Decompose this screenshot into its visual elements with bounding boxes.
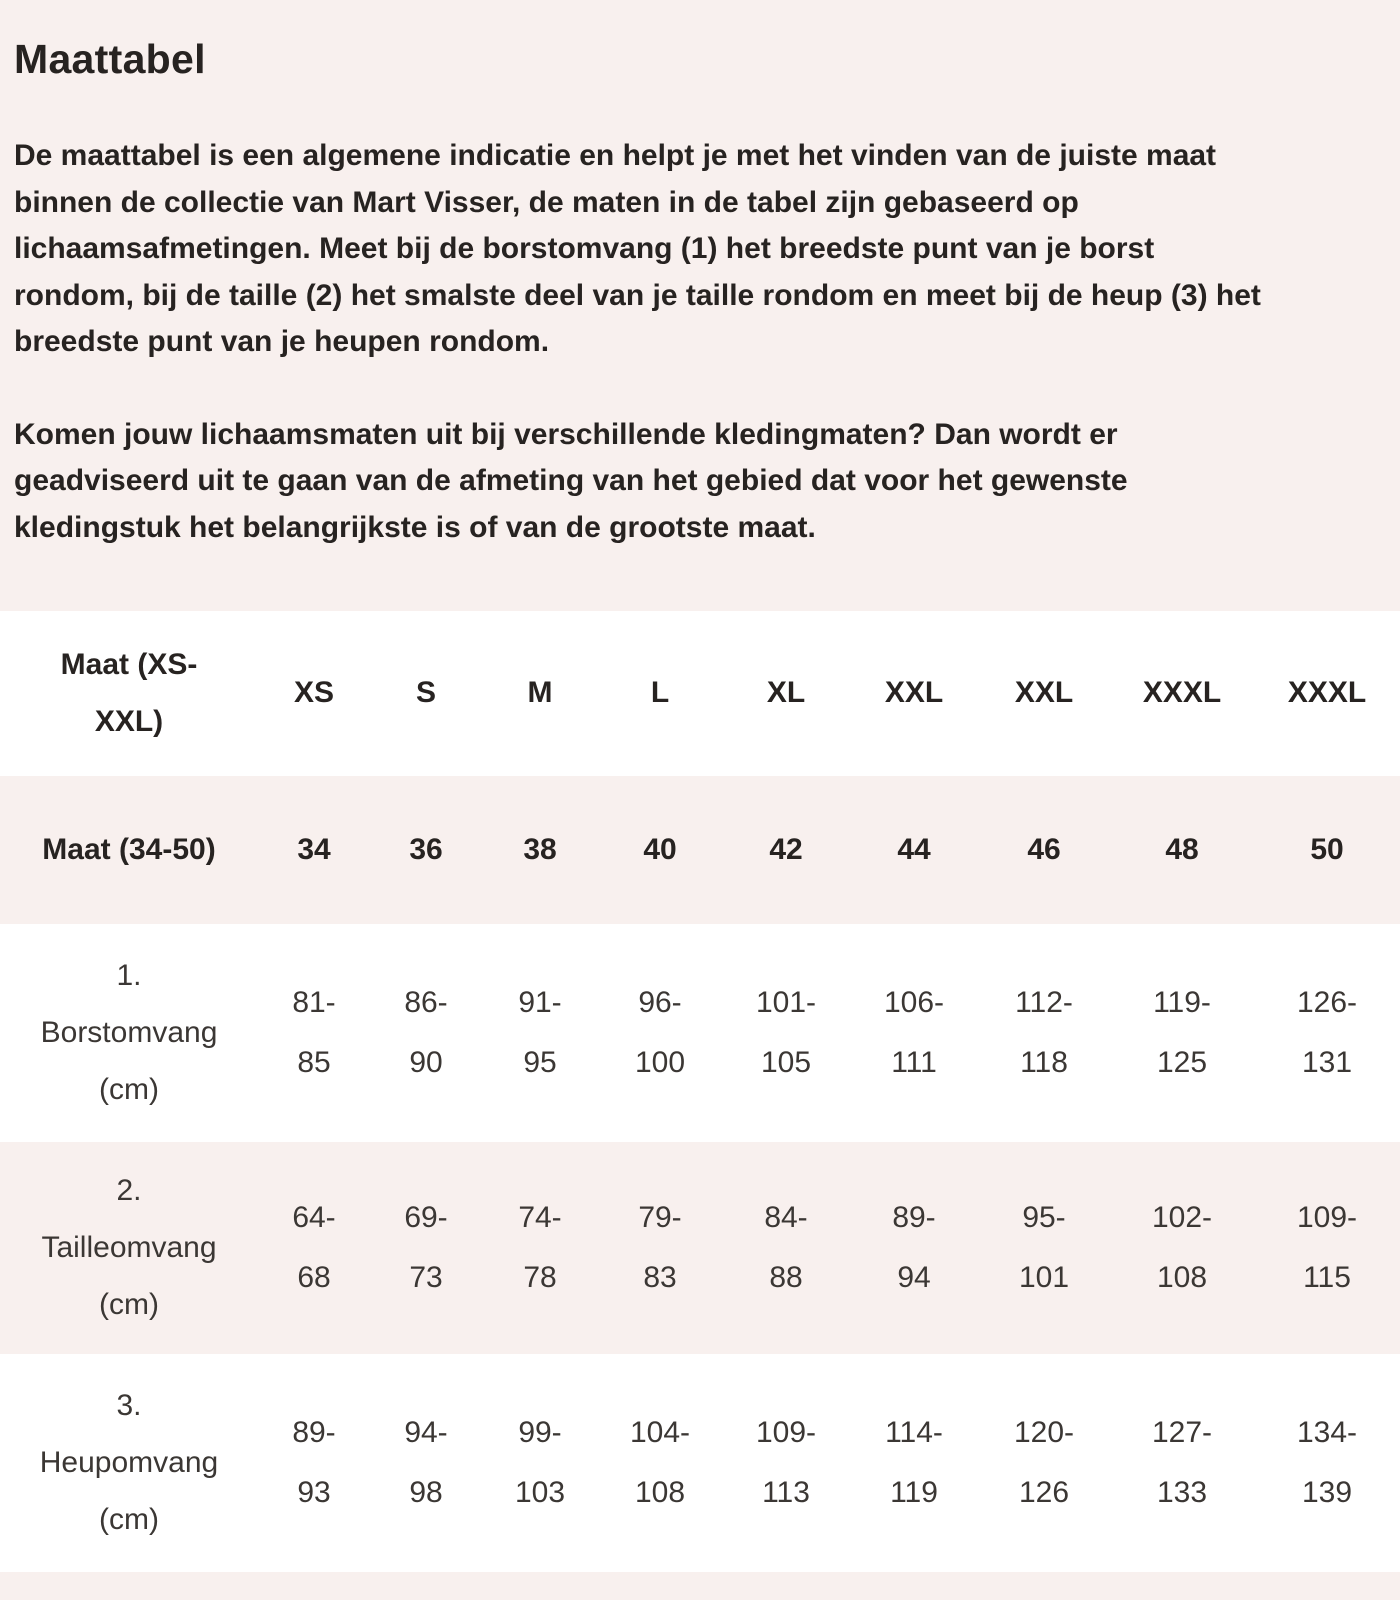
measurement-value: 69-73 [404, 1201, 448, 1294]
hip-row [0, 1354, 1400, 1572]
intro-paragraph-1: De maattabel is een algemene indicatie en helpt je met het vinden van de juiste maat binnen de collectie van Mart Visser, de maten in de tabel zijn gebaseerd op lichaamsafmetingen. Meet bij de borstomvang (1) het breedste punt van je borst rondom, bij de taille (2) het smalste deel van je taille rondom en meet bij de heup (3) het breedste punt van je heupen rondom. [14, 139, 1261, 358]
measurement-value: 114-119 [885, 1416, 943, 1509]
measurement-value: 112-118 [1015, 986, 1073, 1079]
size-value: 48 [1165, 832, 1199, 866]
measurement-value: 89-93 [292, 1416, 336, 1509]
measurement-value: 109-113 [755, 1416, 817, 1509]
size-value: 46 [1027, 832, 1061, 866]
measurement-value: 81-85 [292, 986, 336, 1079]
row-label: 2. Tailleomvang (cm) [41, 1173, 217, 1321]
measurement-value: 99-103 [514, 1416, 566, 1509]
measurement-value: 106-111 [883, 986, 945, 1079]
size-value: 44 [897, 832, 931, 866]
row-label: Maat (XS-XXL) [60, 647, 198, 738]
size-value: S [415, 676, 436, 710]
size-value: 38 [523, 832, 557, 866]
measurement-value: 96-100 [634, 986, 686, 1079]
size-value: XL [766, 676, 806, 710]
chest-row [0, 924, 1400, 1142]
size-value: M [527, 676, 553, 710]
measurement-value: 95-101 [1018, 1201, 1070, 1294]
row-label: 1. Borstomvang (cm) [40, 958, 218, 1106]
measurement-value: 102-108 [1151, 1201, 1213, 1294]
measurement-value: 101-105 [755, 986, 817, 1079]
measurement-value: 64-68 [292, 1201, 336, 1294]
size-value: 40 [643, 832, 677, 866]
measurement-value: 119-125 [1153, 986, 1211, 1079]
measurement-value: 91-95 [518, 986, 562, 1079]
intro-paragraph-2: Komen jouw lichaamsmaten uit bij verschillende kledingmaten? Dan wordt er geadviseerd uit te gaan van de afmeting van het gebied dat voor het gewenste kledingstuk het belangrijkste is of van de grootste maat. [14, 417, 1128, 544]
measurement-value: 79-83 [638, 1201, 682, 1294]
size-value: XXXL [1287, 676, 1367, 710]
size-value: XS [293, 676, 335, 710]
size-number-row [0, 776, 1400, 924]
measurement-value: 134-139 [1296, 1416, 1358, 1509]
measurement-value: 120-126 [1013, 1416, 1075, 1509]
size-value: XXL [1014, 676, 1074, 710]
measurement-value: 86-90 [404, 986, 448, 1079]
measurement-value: 104-108 [629, 1416, 691, 1509]
size-table [0, 611, 1400, 1572]
waist-row [0, 1142, 1400, 1354]
size-letter-row [0, 611, 1400, 776]
row-label: Maat (34-50) [42, 832, 216, 866]
size-value: XXXL [1142, 676, 1222, 710]
size-value: L [650, 676, 670, 710]
measurement-value: 126-131 [1296, 986, 1358, 1079]
measurement-value: 94-98 [404, 1416, 448, 1509]
size-value: 50 [1310, 832, 1344, 866]
measurement-value: 74-78 [518, 1201, 562, 1294]
row-label: 3. Heupomvang (cm) [39, 1388, 219, 1536]
measurement-value: 89-94 [892, 1201, 936, 1294]
measurement-value: 109-115 [1296, 1201, 1358, 1294]
size-value: 36 [409, 832, 443, 866]
page-title: Maattabel [14, 36, 206, 82]
measurement-value: 127-133 [1151, 1416, 1213, 1509]
size-value: 34 [297, 832, 331, 866]
size-value: XXL [884, 676, 944, 710]
measurement-value: 84-88 [764, 1201, 808, 1294]
size-value: 42 [769, 832, 803, 866]
